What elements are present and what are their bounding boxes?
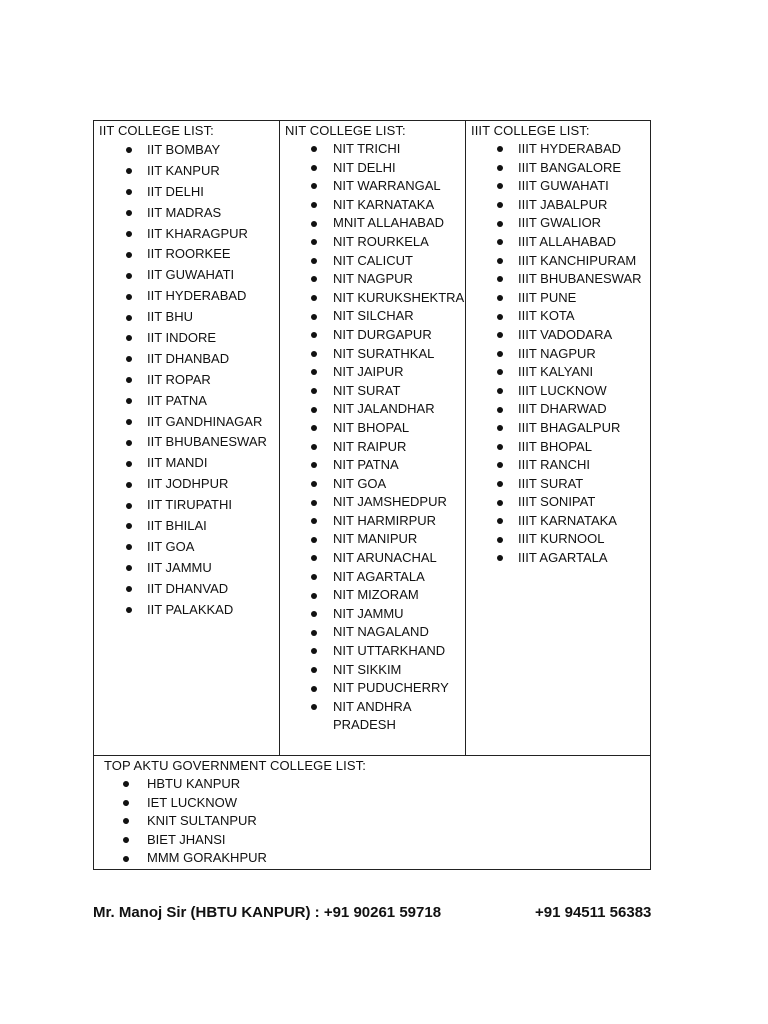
college-columns-row [94, 121, 650, 756]
list-item-label: IIIT NAGPUR [518, 345, 596, 361]
list-item-label: NIT PUDUCHERRY [333, 680, 449, 696]
bullet-icon [311, 481, 317, 487]
nit-list-title: NIT COLLEGE LIST: [285, 123, 406, 138]
list-item [94, 370, 279, 391]
list-item [280, 475, 465, 494]
list-item-label: IIIT DHARWAD [518, 401, 607, 417]
list-item-label: NIT KARNATAKA [333, 196, 435, 212]
iit-list-title: IIT COLLEGE LIST: [99, 123, 214, 138]
bullet-icon [497, 407, 503, 413]
list-item-label: IIT GUWAHATI [147, 267, 235, 283]
list-item [466, 177, 650, 196]
list-item [94, 161, 279, 182]
list-item [466, 289, 650, 308]
bullet-icon [311, 630, 317, 636]
list-item [280, 456, 465, 475]
list-item-label: NIT WARRANGAL [333, 178, 441, 194]
list-item [94, 579, 279, 600]
list-item-label: NIT KURUKSHEKTRA [333, 289, 465, 305]
bullet-icon [311, 518, 317, 524]
list-item [280, 270, 465, 289]
aktu-row [94, 756, 650, 869]
list-item [466, 345, 650, 364]
bullet-icon [126, 461, 132, 467]
list-item [466, 140, 650, 159]
list-item-label: IIIT KOTA [518, 308, 575, 324]
list-item [466, 549, 650, 568]
list-item [466, 196, 650, 215]
bullet-icon [311, 611, 317, 617]
list-item [280, 400, 465, 419]
list-item [280, 363, 465, 382]
bullet-icon [311, 146, 317, 152]
list-item-label: IIT GOA [147, 538, 195, 554]
list-item-label: NIT ARUNACHAL [333, 550, 437, 566]
bullet-icon [123, 837, 129, 843]
list-item [94, 265, 279, 286]
iit-list [94, 140, 279, 620]
list-item-label: IIIT SONIPAT [518, 494, 596, 510]
list-item-label: IIT BOMBAY [147, 142, 221, 157]
bullet-icon [497, 351, 503, 357]
list-item [94, 224, 279, 245]
bullet-icon [311, 332, 317, 338]
list-item [280, 438, 465, 457]
list-item-label: KNIT SULTANPUR [147, 813, 257, 829]
list-item-label: IIIT BHUBANESWAR [518, 271, 642, 287]
list-item [280, 382, 465, 401]
list-item-label: IIT MADRAS [147, 204, 222, 220]
list-item-label: NIT DURGAPUR [333, 326, 432, 342]
list-item [94, 286, 279, 307]
list-item [466, 214, 650, 233]
bullet-icon [126, 356, 132, 362]
bullet-icon [126, 315, 132, 321]
list-item [94, 537, 279, 558]
bullet-icon [497, 295, 503, 301]
bullet-icon [126, 294, 132, 300]
list-item-label: IIIT AGARTALA [518, 550, 608, 566]
list-item-label: IIIT VADODARA [518, 326, 613, 342]
list-item [280, 623, 465, 642]
bullet-icon [497, 462, 503, 468]
list-item-label: NIT SURATHKAL [333, 345, 435, 361]
list-item-label: NIT CALICUT [333, 252, 413, 268]
list-item [94, 349, 279, 370]
list-item [94, 474, 279, 495]
bullet-icon [311, 388, 317, 394]
bullet-icon [497, 276, 503, 282]
bullet-icon [311, 648, 317, 654]
bullet-icon [126, 273, 132, 279]
bullet-icon [497, 555, 503, 561]
bullet-icon [497, 258, 503, 264]
list-item-label: NIT NAGALAND [333, 624, 429, 640]
iiit-list-title: IIIT COLLEGE LIST: [471, 123, 590, 138]
list-item-label: IIIT GWALIOR [518, 215, 602, 231]
list-item-label: IIIT PUNE [518, 289, 577, 305]
list-item [94, 812, 650, 831]
list-item [94, 453, 279, 474]
list-item-label: IIT KANPUR [147, 162, 220, 178]
aktu-list-title: TOP AKTU GOVERNMENT COLLEGE LIST: [104, 758, 366, 773]
list-item-label: IIT ROPAR [147, 371, 211, 387]
list-item [94, 558, 279, 579]
list-item-label: IIIT KARNATAKA [518, 512, 617, 528]
bullet-icon [311, 667, 317, 673]
bullet-icon [497, 221, 503, 227]
bullet-icon [497, 369, 503, 375]
list-item-label: NIT JAMMU [333, 605, 404, 621]
bullet-icon [311, 444, 317, 450]
bullet-icon [311, 555, 317, 561]
nit-column [280, 121, 466, 755]
list-item [280, 605, 465, 624]
list-item-label: IIT DHANBAD [147, 350, 230, 366]
aktu-list [94, 775, 650, 868]
bullet-icon [126, 440, 132, 446]
list-item-label: NIT DELHI [333, 159, 396, 175]
list-item-label: NIT MIZORAM [333, 587, 419, 603]
list-item [466, 438, 650, 457]
list-item-label: NIT SILCHAR [333, 308, 414, 324]
list-item [466, 512, 650, 531]
list-item [94, 794, 650, 813]
list-item [280, 159, 465, 178]
bullet-icon [311, 425, 317, 431]
bullet-icon [126, 147, 132, 153]
list-item [280, 642, 465, 661]
list-item [280, 568, 465, 587]
list-item-label: IIT JAMMU [147, 559, 212, 575]
bullet-icon [497, 314, 503, 320]
list-item [466, 493, 650, 512]
bullet-icon [311, 221, 317, 227]
list-item-label: BIET JHANSI [147, 831, 226, 847]
list-item-label: IIT MANDI [147, 455, 208, 471]
bullet-icon [497, 425, 503, 431]
list-item-label: IIIT BHOPAL [518, 438, 592, 454]
bullet-icon [497, 388, 503, 394]
list-item [94, 307, 279, 328]
list-item [94, 432, 279, 453]
list-item [280, 530, 465, 549]
list-item [94, 182, 279, 203]
list-item [94, 140, 279, 161]
list-item-label: IIIT LUCKNOW [518, 382, 607, 398]
bullet-icon [126, 168, 132, 174]
list-item [280, 214, 465, 233]
list-item-label: NIT NAGPUR [333, 271, 413, 287]
list-item-label: IIIT KURNOOL [518, 531, 605, 547]
list-item-label: IIT GANDHINAGAR [147, 413, 263, 429]
bullet-icon [311, 239, 317, 245]
bullet-icon [311, 202, 317, 208]
list-item-label: NIT SURAT [333, 382, 401, 398]
bullet-icon [311, 704, 317, 710]
list-item [94, 775, 650, 794]
bullet-icon [126, 544, 132, 550]
bullet-icon [497, 481, 503, 487]
bullet-icon [311, 314, 317, 320]
bullet-icon [311, 165, 317, 171]
list-item [280, 196, 465, 215]
list-item [94, 831, 650, 850]
contact-primary: Mr. Manoj Sir (HBTU KANPUR) : +91 90261 59718 [93, 904, 442, 921]
contact-secondary: +91 94511 56383 [535, 904, 652, 921]
bullet-icon [311, 183, 317, 189]
bullet-icon [126, 189, 132, 195]
list-item-label: IET LUCKNOW [147, 794, 238, 810]
list-item [280, 661, 465, 680]
list-item-label: IIT TIRUPATHI [147, 497, 232, 513]
bullet-icon [497, 165, 503, 171]
list-item [466, 326, 650, 345]
list-item-label: NIT RAIPUR [333, 438, 407, 454]
list-item [280, 307, 465, 326]
list-item [466, 159, 650, 178]
iit-column [94, 121, 280, 755]
list-item [280, 140, 465, 159]
bullet-icon [497, 146, 503, 152]
list-item [280, 419, 465, 438]
list-item [280, 549, 465, 568]
list-item [94, 203, 279, 224]
bullet-icon [123, 800, 129, 806]
list-item [94, 244, 279, 265]
list-item [466, 270, 650, 289]
bullet-icon [126, 503, 132, 509]
nit-list [280, 140, 465, 735]
bullet-icon [126, 231, 132, 237]
list-item [280, 233, 465, 252]
bullet-icon [497, 332, 503, 338]
list-item [466, 382, 650, 401]
list-item [466, 233, 650, 252]
list-item [280, 679, 465, 698]
bullet-icon [126, 523, 132, 529]
list-item-label: NIT JAIPUR [333, 364, 404, 380]
bullet-icon [123, 856, 129, 862]
list-item-label: IIIT KANCHIPURAM [518, 252, 637, 268]
list-item-label: IIT KHARAGPUR [147, 225, 248, 241]
bullet-icon [126, 607, 132, 613]
list-item [94, 328, 279, 349]
bullet-icon [126, 419, 132, 425]
bullet-icon [126, 210, 132, 216]
list-item [466, 400, 650, 419]
list-item-label: NIT PATNA [333, 457, 399, 473]
list-item-label: IIIT SURAT [518, 475, 584, 491]
list-item-label: NIT HARMIRPUR [333, 512, 437, 528]
bullet-icon [311, 351, 317, 357]
college-list-table [93, 120, 651, 870]
list-item-label: NIT JAMSHEDPUR [333, 494, 447, 510]
list-item-label: MNIT ALLAHABAD [333, 215, 445, 231]
bullet-icon [123, 781, 129, 787]
list-item [466, 363, 650, 382]
list-item-label: IIIT BANGALORE [518, 159, 622, 175]
list-item [280, 289, 465, 308]
list-item-label: IIT PALAKKAD [147, 601, 234, 617]
list-item [280, 586, 465, 605]
list-item-label: MMM GORAKHPUR [147, 850, 267, 866]
bullet-icon [126, 398, 132, 404]
bullet-icon [311, 537, 317, 543]
list-item-label: IIT ROORKEE [147, 246, 231, 262]
bullet-icon [497, 537, 503, 543]
list-item-label: IIIT GUWAHATI [518, 178, 609, 194]
bullet-icon [311, 462, 317, 468]
list-item [280, 698, 433, 735]
list-item [466, 252, 650, 271]
bullet-icon [311, 500, 317, 506]
list-item-label: IIT HYDERABAD [147, 288, 247, 304]
list-item [280, 252, 465, 271]
list-item-label: IIIT ALLAHABAD [518, 233, 617, 249]
bullet-icon [497, 518, 503, 524]
list-item [94, 495, 279, 516]
list-item-label: IIIT HYDERABAD [518, 141, 622, 156]
list-item [280, 345, 465, 364]
bullet-icon [311, 407, 317, 413]
list-item-label: NIT ANDHRA PRADESH [333, 698, 411, 733]
list-item [466, 419, 650, 438]
bullet-icon [311, 593, 317, 599]
bullet-icon [126, 252, 132, 258]
list-item [94, 600, 279, 621]
bullet-icon [497, 183, 503, 189]
list-item [280, 493, 465, 512]
list-item-label: NIT ROURKELA [333, 233, 429, 249]
bullet-icon [123, 818, 129, 824]
bullet-icon [311, 295, 317, 301]
list-item [94, 412, 279, 433]
bullet-icon [497, 500, 503, 506]
list-item-label: IIT BHUBANESWAR [147, 434, 267, 450]
bullet-icon [311, 276, 317, 282]
bullet-icon [311, 686, 317, 692]
bullet-icon [126, 377, 132, 383]
list-item [466, 530, 650, 549]
list-item-label: IIT JODHPUR [147, 476, 229, 492]
list-item [466, 475, 650, 494]
list-item-label: HBTU KANPUR [147, 776, 241, 791]
list-item-label: NIT UTTARKHAND [333, 643, 446, 659]
list-item [280, 177, 465, 196]
list-item-label: IIT DHANVAD [147, 580, 229, 596]
list-item [280, 326, 465, 345]
list-item [466, 307, 650, 326]
list-item [94, 391, 279, 412]
list-item-label: NIT GOA [333, 475, 387, 491]
list-item-label: NIT BHOPAL [333, 419, 410, 435]
list-item-label: IIIT KALYANI [518, 364, 594, 380]
list-item-label: IIIT BHAGALPUR [518, 419, 621, 435]
bullet-icon [126, 335, 132, 341]
bullet-icon [311, 574, 317, 580]
bullet-icon [497, 239, 503, 245]
list-item-label: NIT MANIPUR [333, 531, 418, 547]
list-item-label: IIT PATNA [147, 392, 207, 408]
bullet-icon [311, 369, 317, 375]
list-item-label: IIIT JABALPUR [518, 196, 608, 212]
iiit-column [466, 121, 650, 755]
list-item [94, 516, 279, 537]
bullet-icon [311, 258, 317, 264]
list-item-label: IIT DELHI [147, 183, 204, 199]
list-item-label: IIT BHU [147, 309, 193, 325]
list-item-label: IIIT RANCHI [518, 457, 590, 473]
list-item-label: NIT TRICHI [333, 141, 401, 156]
iiit-list [466, 140, 650, 568]
list-item [94, 849, 650, 868]
list-item-label: NIT JALANDHAR [333, 401, 435, 417]
list-item [466, 456, 650, 475]
list-item-label: IIT INDORE [147, 330, 217, 346]
list-item-label: IIT BHILAI [147, 518, 207, 534]
list-item-label: NIT AGARTALA [333, 568, 425, 584]
list-item [280, 512, 465, 531]
bullet-icon [126, 586, 132, 592]
bullet-icon [126, 565, 132, 571]
bullet-icon [497, 202, 503, 208]
list-item-label: NIT SIKKIM [333, 661, 402, 677]
bullet-icon [497, 444, 503, 450]
bullet-icon [126, 482, 132, 488]
